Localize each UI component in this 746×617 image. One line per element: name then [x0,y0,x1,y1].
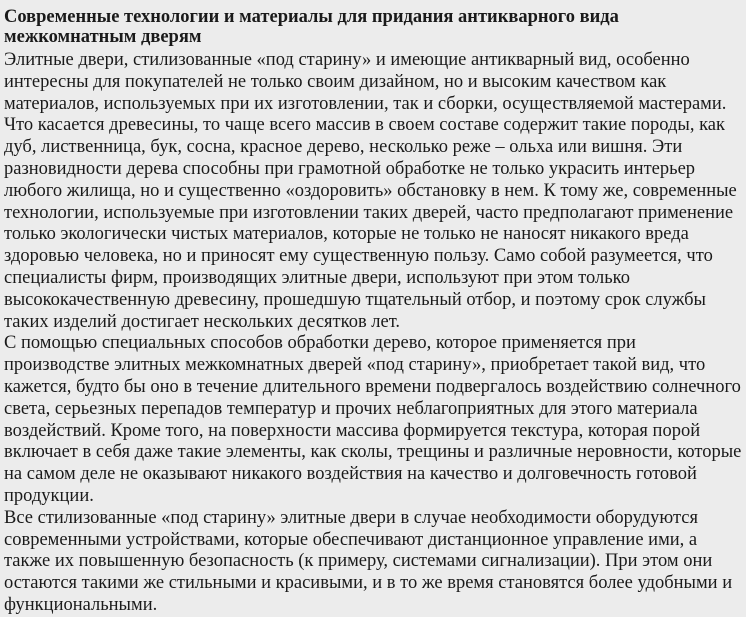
paragraph-3: Все стилизованные «под старину» элитные двери в случае необходимости оборудуются современными устройствами, которые обеспечивают дистанционное управление ими, а также их повышенную безопасность (к примеру, системами сигнализации). При этом они остаются такими же стильными и красивыми, и в то же время становятся более удобными и функциональными. [4,507,733,615]
paragraph-1: Элитные двери, стилизованные «под старину» и имеющие антикварный вид, особенно интересны для покупателей не только своим дизайном, но и высоким качеством как материалов, используемых при их изготовлении, так и сборки, осуществляемой мастерами. Что касается древесины, то чаще всего массив в своем составе содержит такие породы, как дуб, лиственница, бук, сосна, красное дерево, несколько реже – ольха или вишня. Эти разновидности дерева способны при грамотной обработке не только украсить интерьер любого жилища, но и существенно «оздоровить» обстановку в нем. К тому же, современные технологии, используемые при изготовлении таких дверей, часто предполагают применение только экологически чистых материалов, которые не только не наносят никакого вреда здоровью человека, но и приносят ему существенную пользу. Само собой разумеется, что специалисты фирм, производящих элитные двери, используют при этом только высококачественную древесину, прошедшую тщательный отбор, и поэтому срок службы таких изделий достигает нескольких десятков лет. [4,50,737,332]
article-title: Современные технологии и материалы для придания антикварного вида межкомнатным дверям [4,7,619,47]
paragraph-2: С помощью специальных способов обработки дерево, которое применяется при производстве элитных межкомнатных дверей «под старину», приобретает такой вид, что кажется, будто бы оно в течение длительного времени подвергалось воздействию солнечного света, серьезных перепадов температур и прочих неблагоприятных для этого материала воздействий. Кроме того, на поверхности массива формируется текстура, которая порой включает в себя даже такие элементы, как сколы, трещины и различные неровности, которые на самом деле не оказывают никакого воздействия на качество и долговечность готовой продукции. [4,333,742,506]
